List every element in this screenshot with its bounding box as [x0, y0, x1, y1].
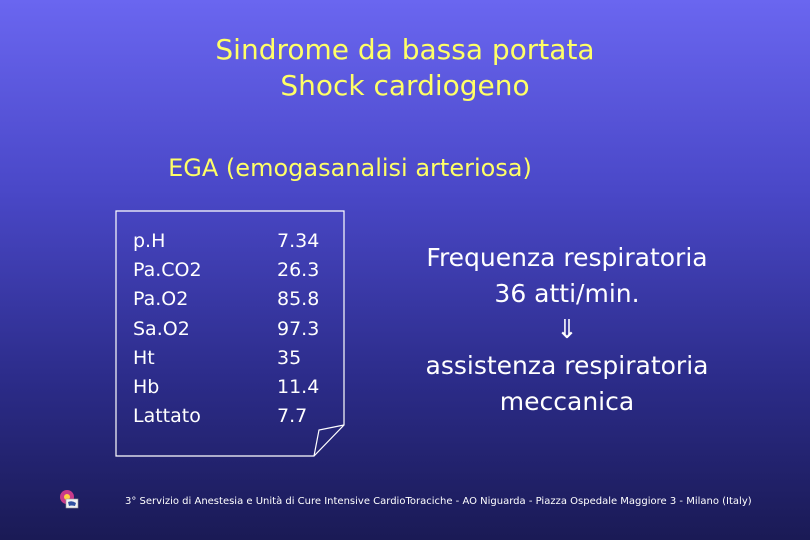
lab-name: Sa.O2 — [133, 317, 190, 340]
table-row — [133, 314, 319, 343]
lab-name: p.H — [133, 229, 166, 252]
table-row — [133, 343, 319, 372]
slide-subtitle: EGA (emogasanalisi arteriosa) — [168, 154, 532, 182]
lab-name: Ht — [133, 346, 155, 369]
hospital-logo-icon — [58, 488, 80, 514]
lab-name: Pa.CO2 — [133, 258, 202, 281]
table-row — [133, 372, 319, 401]
table-row — [133, 285, 319, 314]
down-arrow-icon: ⇓ — [556, 315, 578, 345]
lab-value: 26.3 — [277, 258, 320, 281]
lab-value: 11.4 — [277, 376, 320, 399]
slide-title — [0, 32, 810, 104]
lab-values-card — [115, 210, 345, 457]
lab-value: 7.7 — [277, 405, 308, 428]
lab-values-table — [133, 226, 319, 431]
lab-value: 7.34 — [277, 229, 320, 252]
title-line-1: Sindrome da bassa portata — [215, 33, 595, 66]
lab-name: Pa.O2 — [133, 288, 189, 311]
respiratory-rate-value: 36 atti/min. — [494, 279, 640, 308]
table-row — [133, 402, 319, 431]
lab-name: Hb — [133, 376, 160, 399]
title-line-2: Shock cardiogeno — [280, 69, 530, 102]
lab-value: 35 — [277, 346, 302, 369]
table-row — [133, 255, 319, 284]
lab-name: Lattato — [133, 405, 201, 428]
lab-value: 97.3 — [277, 317, 320, 340]
ventilation-label-2: meccanica — [499, 387, 635, 416]
lab-value: 85.8 — [277, 288, 320, 311]
footer-credit: 3° Servizio di Anestesia e Unità di Cure Intensive CardioToraciche - AO Niguarda - Piazza Ospedale Maggiore 3 - Milano (Italy) — [125, 496, 752, 507]
respiratory-rate-label: Frequenza respiratoria — [426, 243, 708, 272]
table-row — [133, 226, 319, 255]
ventilation-label-1: assistenza respiratoria — [425, 351, 709, 380]
respiratory-block — [396, 240, 738, 420]
